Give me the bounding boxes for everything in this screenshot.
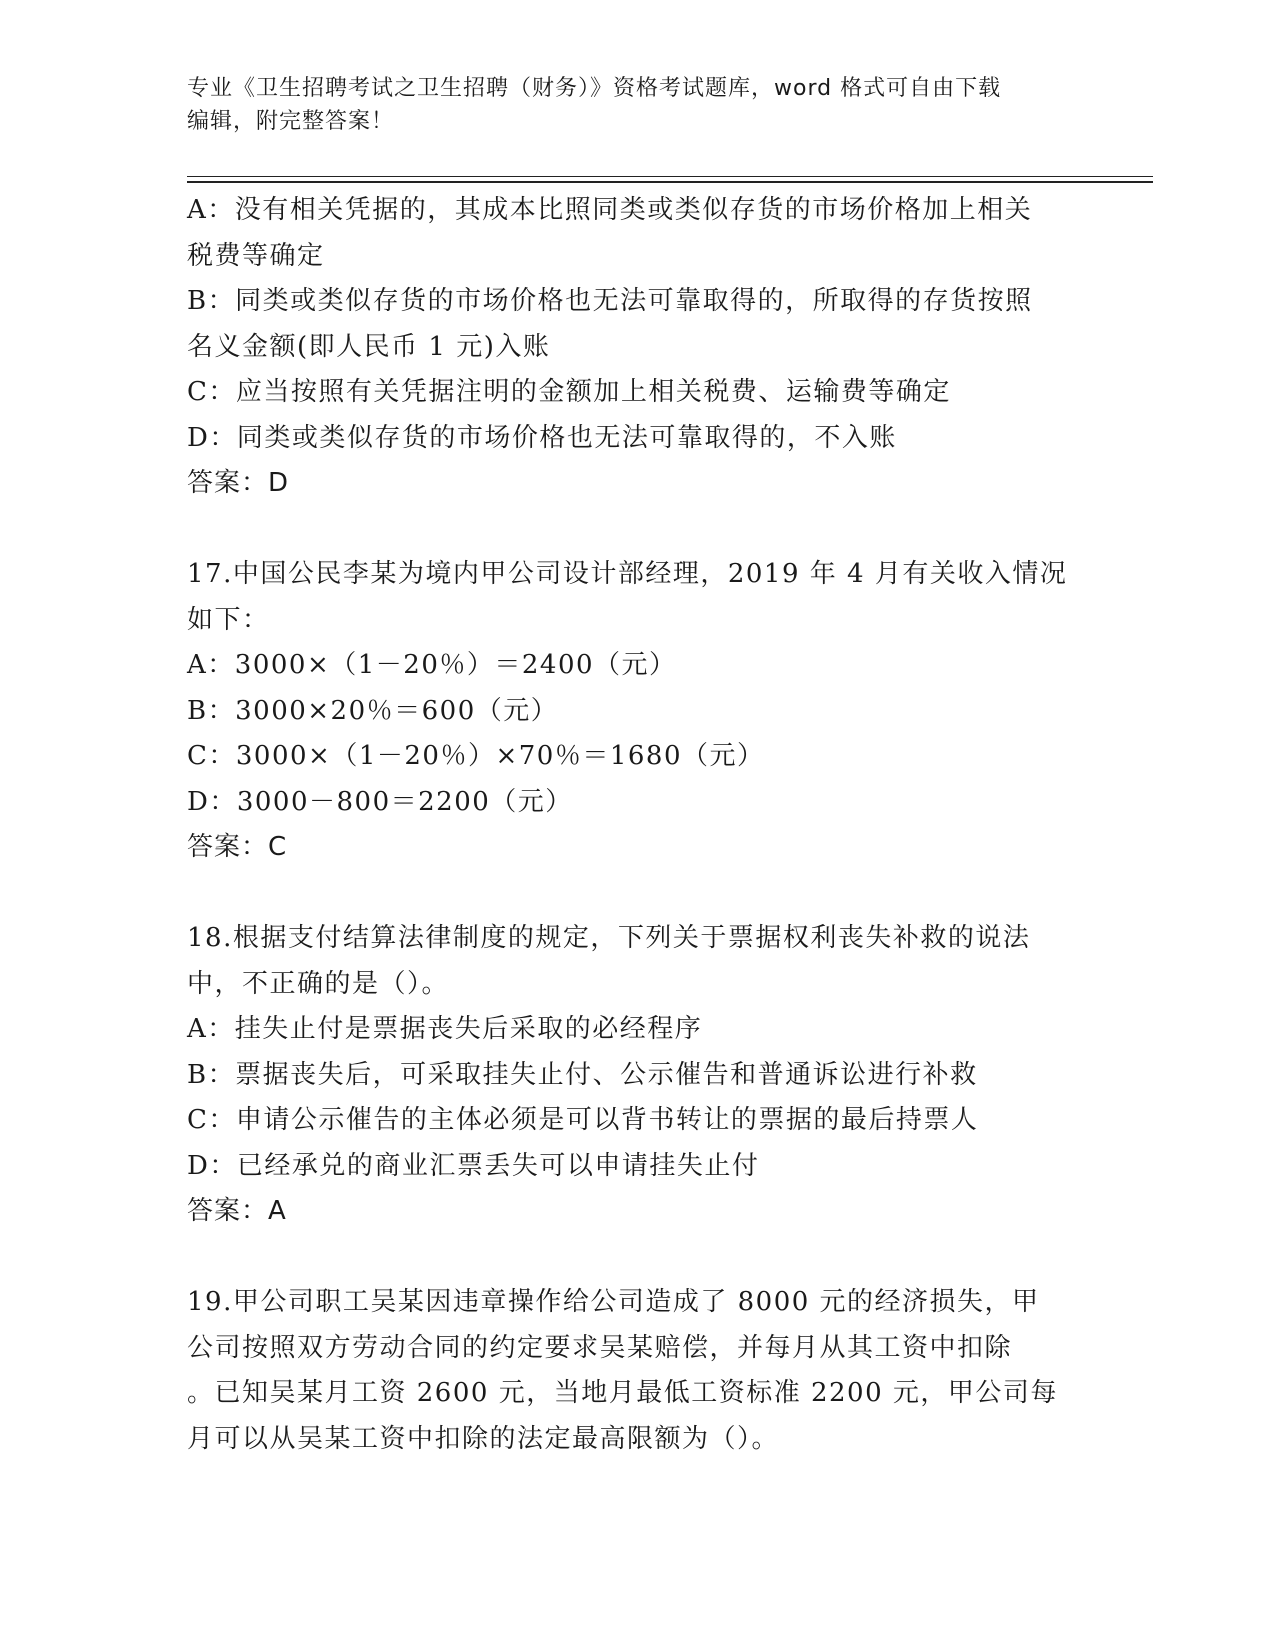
document-body xyxy=(187,188,1087,1462)
option-a-line-2: 税费等确定 xyxy=(187,240,325,271)
header-divider-thick xyxy=(187,181,1153,183)
option-a: A：3000×（1－20％）＝2400（元） xyxy=(187,650,677,680)
option-b-line-1: B：同类或类似存货的市场价格也无法可靠取得的，所取得的存货按照 xyxy=(187,286,1033,316)
option-c: C：申请公示催告的主体必须是可以背书转让的票据的最后持票人 xyxy=(187,1105,979,1135)
option-c: C：应当按照有关凭据注明的金额加上相关税费、运输费等确定 xyxy=(187,377,951,407)
option-b-line-2: 名义金额(即人民币 1 元)入账 xyxy=(187,331,551,362)
header-divider-thin xyxy=(187,176,1153,177)
question-stem-line-4: 月可以从吴某工资中扣除的法定最高限额为（）。 xyxy=(187,1423,780,1454)
option-b: B：票据丧失后，可采取挂失止付、公示催告和普通诉讼进行补救 xyxy=(187,1059,978,1090)
question-stem-line-2: 如下： xyxy=(187,604,270,635)
option-a-line-1: A：没有相关凭据的，其成本比照同类或类似存货的市场价格加上相关 xyxy=(187,195,1033,225)
question-stem-line-1: 17.中国公民李某为境内甲公司设计部经理，2019 年 4 月有关收入情况 xyxy=(187,559,1068,589)
document-header xyxy=(187,72,1087,138)
question-stem-line-1: 19.甲公司职工吴某因违章操作给公司造成了 8000 元的经济损失，甲 xyxy=(187,1287,1040,1317)
option-d: D：同类或类似存货的市场价格也无法可靠取得的，不入账 xyxy=(187,422,897,453)
question-stem-line-3: 。已知吴某月工资 2600 元，当地月最低工资标准 2200 元，甲公司每 xyxy=(187,1378,1058,1408)
question-stem-line-2: 中，不正确的是（）。 xyxy=(187,968,450,999)
header-line-2: 编辑，附完整答案！ xyxy=(187,109,395,134)
answer: 答案：A xyxy=(187,1196,287,1226)
question-18 xyxy=(187,916,1087,1235)
question-stem-line-1: 18.根据支付结算法律制度的规定，下列关于票据权利丧失补救的说法 xyxy=(187,923,1031,953)
question-stem-line-2: 公司按照双方劳动合同的约定要求吴某赔偿，并每月从其工资中扣除 xyxy=(187,1332,1013,1363)
option-b: B：3000×20％＝600（元） xyxy=(187,695,559,726)
option-d: D：3000－800＝2200（元） xyxy=(187,786,573,817)
option-a: A：挂失止付是票据丧失后采取的必经程序 xyxy=(187,1014,703,1044)
option-d: D：已经承兑的商业汇票丢失可以申请挂失止付 xyxy=(187,1150,760,1181)
question-19 xyxy=(187,1280,1087,1462)
answer: 答案：D xyxy=(187,468,290,498)
question-17 xyxy=(187,552,1087,871)
header-line-1: 专业《卫生招聘考试之卫生招聘（财务）》资格考试题库，word 格式可自由下载 xyxy=(187,76,1002,101)
answer: 答案：C xyxy=(187,832,288,862)
question-16 xyxy=(187,188,1087,507)
option-c: C：3000×（1－20％）×70％＝1680（元） xyxy=(187,741,765,771)
